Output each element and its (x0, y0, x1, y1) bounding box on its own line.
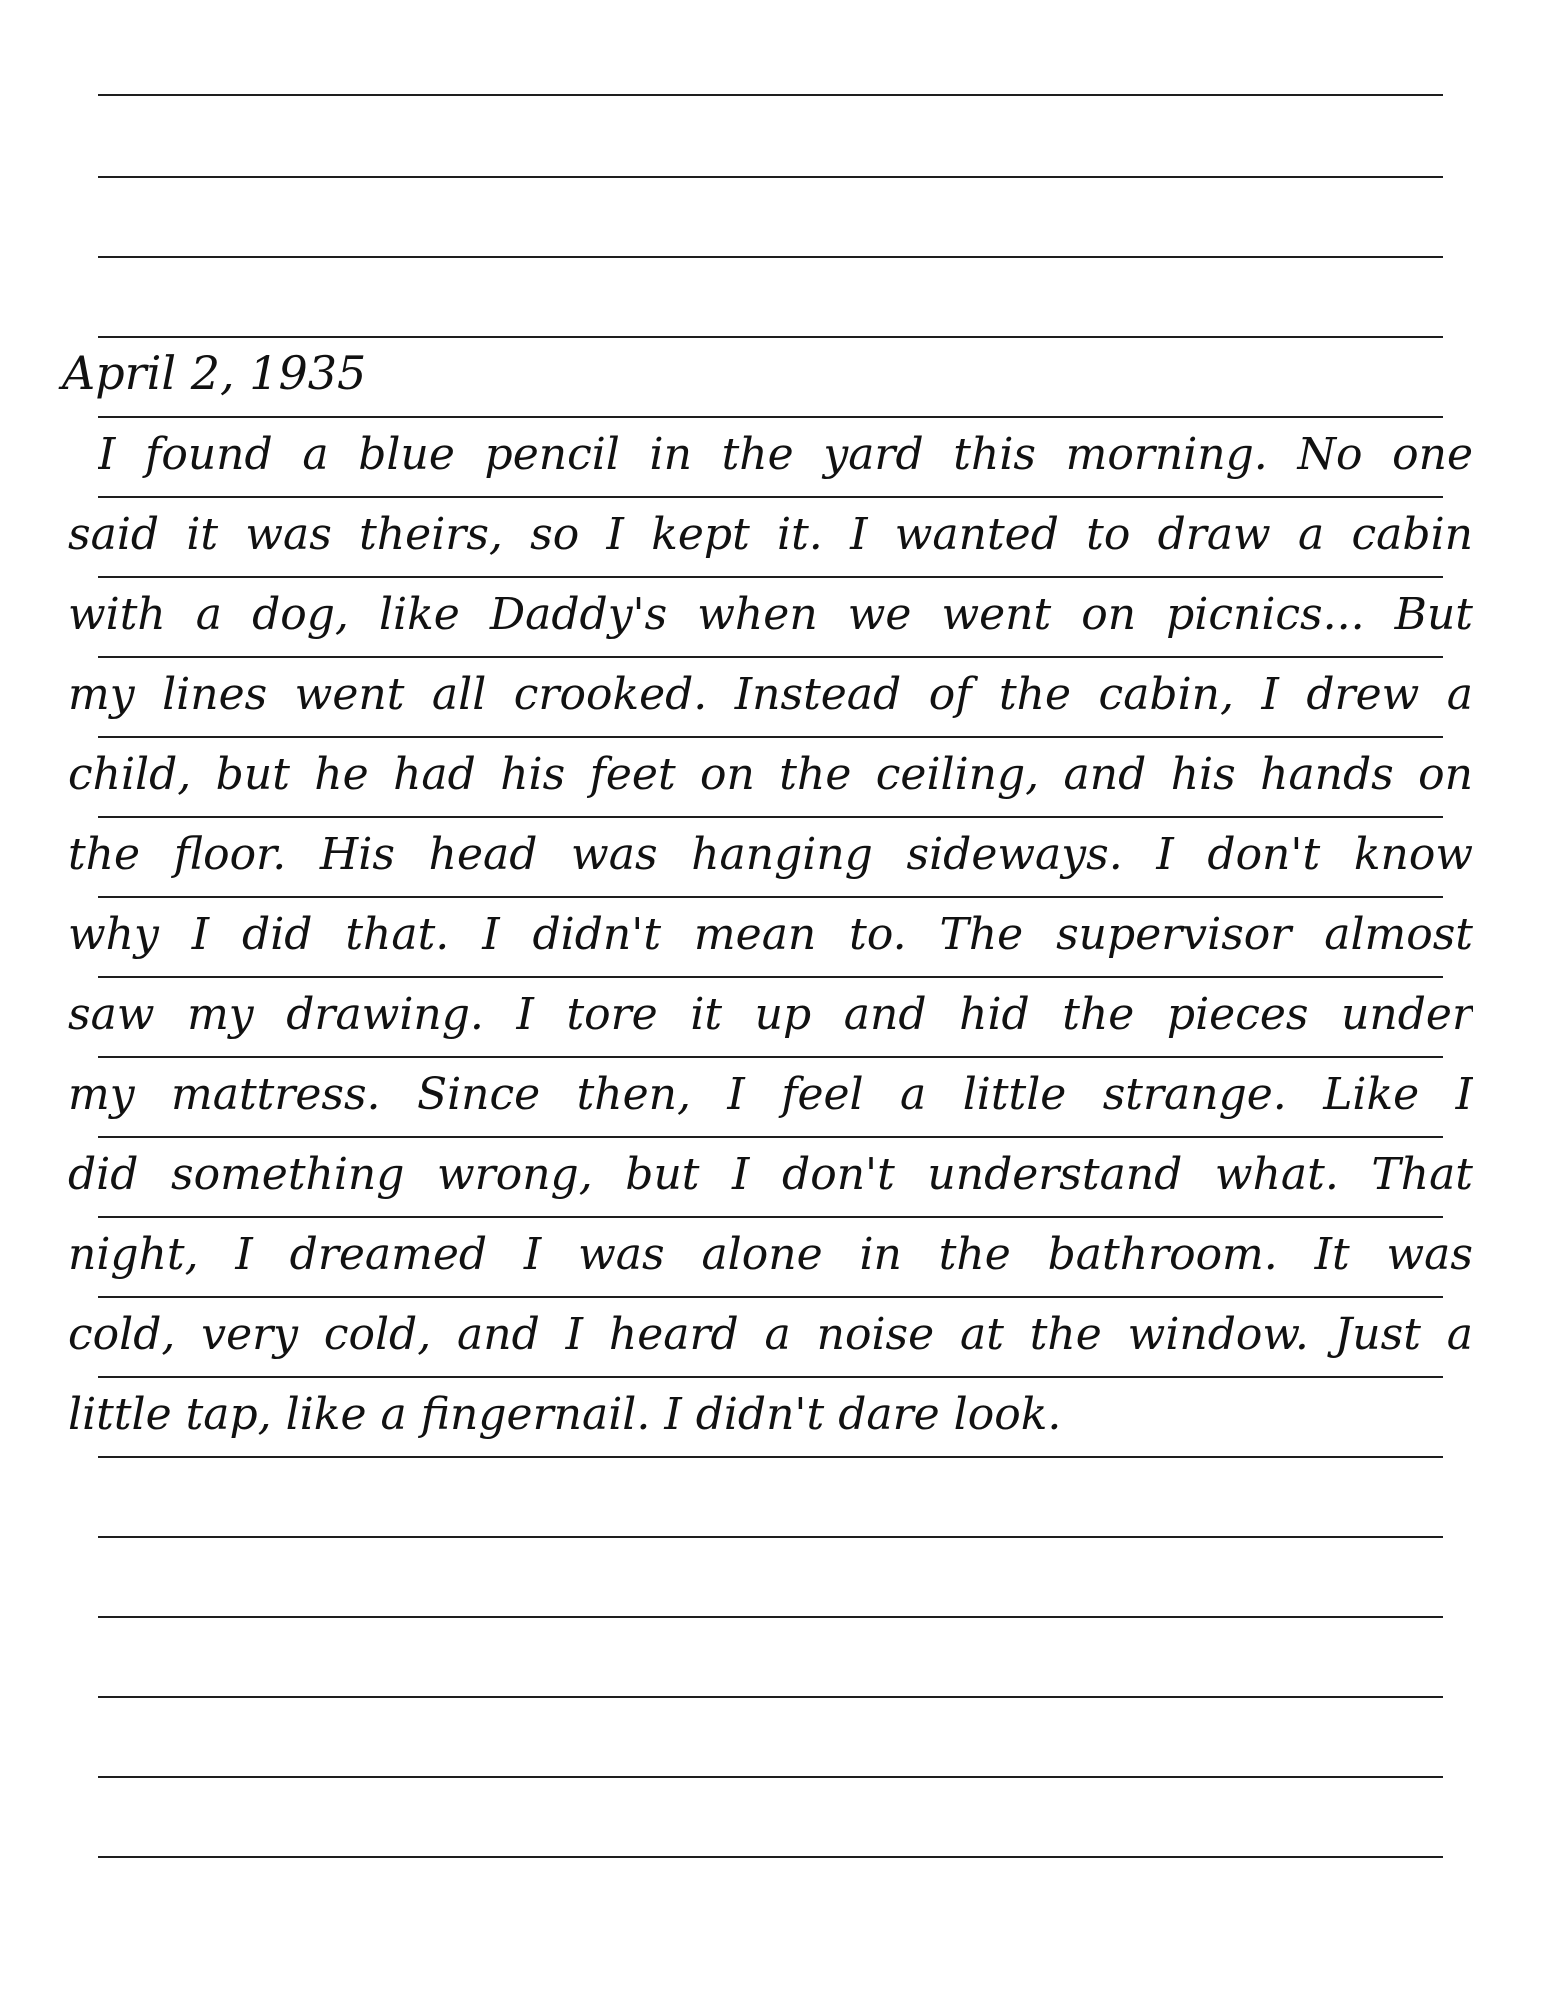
ruled-line (98, 1856, 1443, 1858)
ruled-line (98, 976, 1443, 978)
ruled-line (98, 496, 1443, 498)
ruled-line (98, 94, 1443, 96)
ruled-line (98, 336, 1443, 338)
ruled-line (98, 816, 1443, 818)
entry-text-line: the floor. His head was hanging sideways. I don't know (68, 833, 1473, 880)
ruled-line (98, 1216, 1443, 1218)
ruled-line (98, 1296, 1443, 1298)
ruled-line (98, 1776, 1443, 1778)
entry-date: April 2, 1935 (62, 346, 367, 400)
entry-text-line: with a dog, like Daddy's when we went on picnics... But (68, 593, 1473, 640)
entry-text-line: cold, very cold, and I heard a noise at the window. Just a (68, 1313, 1473, 1360)
ruled-line (98, 1616, 1443, 1618)
entry-text-line: why I did that. I didn't mean to. The supervisor almost (68, 913, 1473, 960)
ruled-line (98, 1136, 1443, 1138)
entry-text-line: night, I dreamed I was alone in the bathroom. It was (68, 1233, 1473, 1280)
ruled-line (98, 176, 1443, 178)
ruled-line (98, 416, 1443, 418)
entry-text-line: said it was theirs, so I kept it. I wanted to draw a cabin (68, 513, 1473, 560)
ruled-line (98, 1456, 1443, 1458)
ruled-line (98, 256, 1443, 258)
ruled-line (98, 1376, 1443, 1378)
entry-text-line: child, but he had his feet on the ceiling, and his hands on (68, 753, 1473, 800)
entry-text-line: my mattress. Since then, I feel a little strange. Like I (68, 1073, 1473, 1120)
entry-text-line: I found a blue pencil in the yard this morning. No one (98, 433, 1473, 480)
ruled-line (98, 896, 1443, 898)
entry-text-line: saw my drawing. I tore it up and hid the pieces under (68, 993, 1473, 1040)
ruled-line (98, 656, 1443, 658)
entry-text-line: my lines went all crooked. Instead of the cabin, I drew a (68, 673, 1473, 720)
ruled-line (98, 1536, 1443, 1538)
entry-text-line: did something wrong, but I don't understand what. That (68, 1153, 1473, 1200)
entry-text-line: little tap, like a fingernail. I didn't dare look. (68, 1393, 1062, 1440)
ruled-line (98, 576, 1443, 578)
ruled-line (98, 736, 1443, 738)
ruled-line (98, 1696, 1443, 1698)
ruled-line (98, 1056, 1443, 1058)
